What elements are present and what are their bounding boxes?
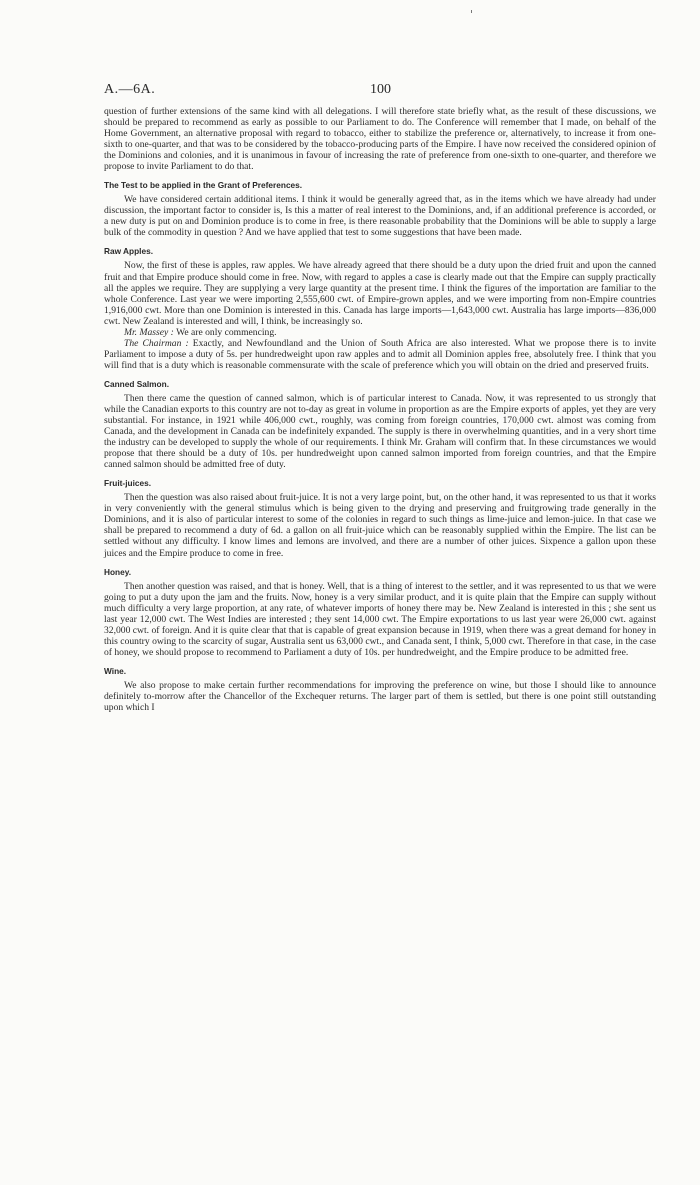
section-heading: Wine. [104,665,127,676]
body-paragraph: We also propose to make certain further recommendations for improving the preference on wine, but those I should like to announce definitely to-morrow after the Chancellor of the Exchequer returns. The larger part of them is settled, but there is one point still outstanding upon which I [104,679,656,713]
body-paragraph: question of further extensions of the same kind with all delegations. I will therefore state briefly what, as the result of these discussions, we should be prepared to recommend as early as possible to our Parliament to do. The Conference will remember that I made, on behalf of the Home Government, an alternative proposal with regard to tobacco, either to stabilize the preference or, alternatively, to increase it from one-sixth to one-quarter, and that was to be considered by the tobacco-producing parts of the Empire. I have now received the considered opinion of the Dominions and colonies, and it is unanimous in favour of increasing the rate of preference from one-sixth to one-quarter, and therefore we propose to invite Parliament to do that. [104,106,656,173]
speech-text: Exactly, and Newfoundland and the Union of South Africa are also interested. What we propose there is to invite Parliament to impose a duty of 5s. per hundredweight upon raw apples and to admit all Dominion apples free, absolutely free. I think that you will find that is a duty which is reasonable commensurate with the scale of preference which you will obtain on the dried and preserved fruits. [104,337,657,371]
section-heading: The Test to be applied in the Grant of Preferences. [104,180,303,191]
body-paragraph: Then the question was also raised about fruit-juice. It is not a very large point, but, on the other hand, it was represented to us that it works in very conveniently with the general stimulus which is being given to the drying and preserving and fruitgrowing trade generally in the Dominions, and it is also of particular interest to some of the colonies in regard to such things as lime-juice and lemon-juice. In that case we shall be prepared to recommend a duty of 6d. a gallon on all fruit-juice which can be reasonably supplied within the Empire. The list can be settled without any difficulty. I know limes and lemons are involved, and there are a number of other juices. Sixpence a gallon upon these juices and the Empire produce to come in free. [104,492,656,559]
speech-paragraph [104,338,656,371]
body-paragraph: Then another question was raised, and that is honey. Well, that is a thing of interest to the settler, and it was represented to us that we were going to put a duty upon the jam and the fruits. Now, honey is a very similar product, and it is quite plain that the Empire can supply without much difficulty a very large proportion, at any rate, of whatever imports of honey there may be. New Zealand is interested in this ; she sent us last year 12,000 cwt. The West Indies are interested ; they sent 14,000 cwt. The Empire exportations to us last year were 26,000 cwt. against 32,000 cwt. of foreign. And it is quite clear that that is capable of great expansion because in 1919, when there was a great demand for honey in this country owing to the scarcity of sugar, Australia sent us 63,000 cwt., and Canada sent, I think, 5,000 cwt. Therefore in that case, in the case of honey, we should propose to recommend to Parliament a duty of 10s. per hundredweight, and the Empire produce to be admitted free. [104,580,656,658]
speech-paragraph [104,327,656,338]
document-reference: A.—6A. [104,82,156,97]
section-heading: Canned Salmon. [104,378,170,389]
page-body [104,106,656,713]
section-heading: Fruit-juices. [104,478,152,489]
body-paragraph: Now, the first of these is apples, raw apples. We have already agreed that there should be a duty upon the dried fruit and upon the canned fruit and that Empire produce should come in free. Now, with regard to apples a case is clearly made out that the Empire can supply practically all the apples we require. They are supplying a very large quantity at the present time. I think the figures of the importation are familiar to the whole Conference. Last year we were importing 2,555,600 cwt. of Empire-grown apples, and we were importing from non-Empire countries 1,916,000 cwt. More than one Dominion is interested in this. Canada has large imports—1,643,000 cwt. Australia has large imports—836,000 cwt. New Zealand is interested and will, I think, be increasingly so. [104,260,656,327]
page-speck [471,10,472,13]
body-paragraph: We have considered certain additional items. I think it would be generally agreed that, as in the items which we have already had under discussion, the important factor to consider is, Is this a matter of real interest to the Dominions, and, if an additional preference is accorded, or a new duty is put on and Dominion produce is to come in free, is there reasonable probability that the Dominions will be able to supply a large bulk of the commodity in question ? And we have applied that test to some suggestions that have been made. [104,194,656,239]
page-header [104,82,664,102]
page-number: 100 [370,82,391,97]
speaker-name: Mr. Massey : [124,326,174,338]
speaker-name: The Chairman : [124,337,189,349]
body-paragraph: Then there came the question of canned salmon, which is of particular interest to Canada. Now, it was represented to us strongly that while the Canadian exports to this country are not to-day as great in volume in proportion as are the Empire exports of apples, yet they are very substantial. For instance, in 1921 while 406,000 cwt., roughly, was coming from foreign countries, 170,000 cwt. almost was coming from Canada, and the development in Canada can be indefinitely expanded. The supply is there in overwhelming quantities, and in a very short time the industry can be developed to supply the whole of our requirements. I think Mr. Graham will confirm that. In these circumstances we would propose that there should be a duty of 10s. per hundredweight upon canned salmon imported from foreign countries, and that the Empire canned salmon should be admitted free of duty. [104,392,656,471]
speech-text: We are only commencing. [176,326,277,338]
section-heading: Honey. [104,566,132,577]
section-heading: Raw Apples. [104,246,154,257]
